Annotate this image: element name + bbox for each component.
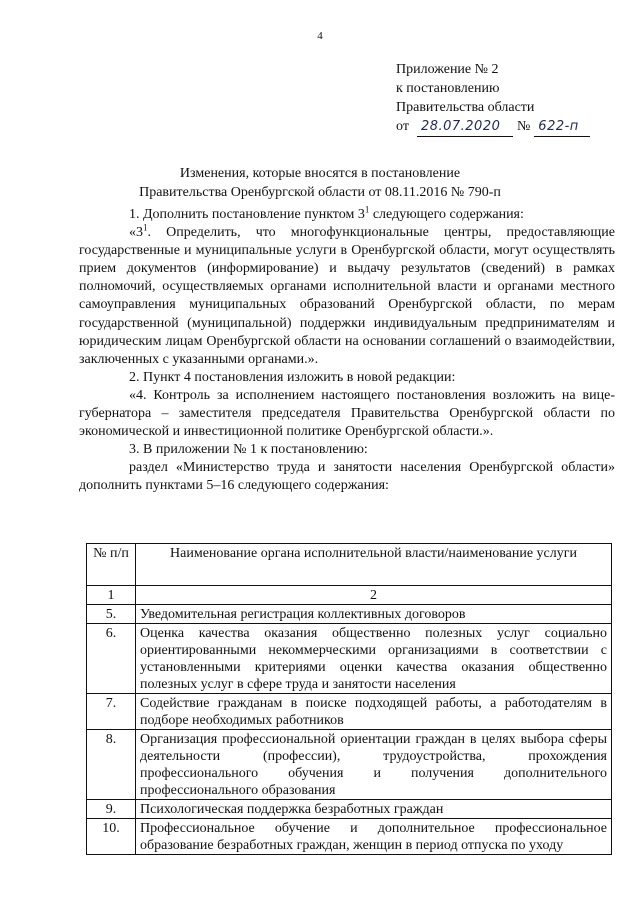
- paragraph-4: «4. Контроль за исполнением настоящего постановления возложить на вице-губернатора – заместителя председателя Правительства Оренбургской области по экономической и инвестиционной политике Оренбургской области.».: [79, 387, 615, 440]
- index-number: 1: [87, 586, 136, 605]
- paragraph-3: 2. Пункт 4 постановления изложить в новой редакции:: [129, 369, 456, 385]
- row-service-name: Оценка качества оказания общественно полезных услуг социально ориентированными некоммерческими организациями в соответствии с установленными критериями оценки качества оказания общественно полезных услуг в сфере труда и занятости населения: [136, 624, 612, 694]
- paragraph-2-text-end: . Определить, что многофункциональные центры, предоставляющие государственные и муниципальные услуги в Оренбургской области, могут осуществлять прием документов (информирование) и выдачу результатов (сведений) в рамках полномочий, осуществляемых органами исполнительной власти и органами местного самоуправления муниципальных образований Оренбургской области, по мерам государственной (муниципальной) поддержки индивидуальным предпринимателям и юридическим лицам Оренбургской области на основании соглашений о взаимодействии, заключенных с указанными органами.».: [79, 225, 615, 367]
- row-service-name: Содействие гражданам в поиске подходящей работы, а работодателям в подборе необходимых работников: [136, 694, 612, 730]
- table-row: [87, 819, 612, 855]
- paragraph-1-text: 1. Дополнить постановление пунктом 3: [129, 207, 365, 222]
- header-name: Наименование органа исполнительной власти/наименование услуги: [136, 544, 612, 586]
- row-service-name: Профессиональное обучение и дополнительное профессиональное образование безработных граждан, женщин в период отпуска по уходу: [136, 819, 612, 855]
- table-row: [87, 624, 612, 694]
- handwritten-number: 622-п: [534, 117, 590, 137]
- paragraph-2-text: «3: [129, 225, 143, 241]
- row-number: 9.: [87, 800, 136, 819]
- table-index-row: [87, 586, 612, 605]
- superscript: 1: [143, 222, 148, 233]
- appendix-title: Приложение № 2: [396, 62, 499, 77]
- heading-line-2: Правительства Оренбургской области от 08.11.2016 № 790-п: [139, 185, 501, 200]
- table-header-row: [87, 544, 612, 586]
- header-number: № п/п: [87, 544, 136, 586]
- row-number: 7.: [87, 694, 136, 730]
- document-heading: [80, 164, 560, 202]
- row-service-name: Психологическая поддержка безработных граждан: [136, 800, 612, 819]
- row-number: 10.: [87, 819, 136, 855]
- paragraph-1-text-end: следующего содержания:: [369, 207, 524, 222]
- paragraph-2: [79, 224, 615, 369]
- services-table: [86, 543, 612, 855]
- row-number: 8.: [87, 730, 136, 800]
- row-service-name: Организация профессиональной ориентации граждан в целях выбора сферы деятельности (профессии), трудоустройства, прохождения профессионального обучения и получения дополнительного профессионального образования: [136, 730, 612, 800]
- superscript: 1: [364, 204, 370, 215]
- handwritten-date: 28.07.2020: [417, 117, 513, 137]
- appendix-government: Правительства области: [396, 100, 535, 115]
- appendix-block: [396, 60, 626, 137]
- table-row: [87, 730, 612, 800]
- appendix-date-number-line: [396, 117, 626, 137]
- document-body: [79, 206, 615, 496]
- page-number: 4: [317, 30, 323, 42]
- number-label: №: [516, 119, 531, 134]
- table-row: [87, 800, 612, 819]
- row-service-name: Уведомительная регистрация коллективных договоров: [136, 605, 612, 624]
- index-name: 2: [136, 586, 612, 605]
- row-number: 6.: [87, 624, 136, 694]
- table-row: [87, 605, 612, 624]
- table-row: [87, 694, 612, 730]
- paragraph-1: [79, 206, 615, 224]
- from-label: от: [396, 119, 409, 134]
- row-number: 5.: [87, 605, 136, 624]
- appendix-resolution-ref: к постановлению: [396, 81, 500, 96]
- heading-line-1: Изменения, которые вносятся в постановление: [179, 166, 461, 181]
- paragraph-6: раздел «Министерство труда и занятости населения Оренбургской области» дополнить пунктами 5–16 следующего содержания:: [79, 460, 615, 494]
- paragraph-5: 3. В приложении № 1 к постановлению:: [129, 442, 368, 458]
